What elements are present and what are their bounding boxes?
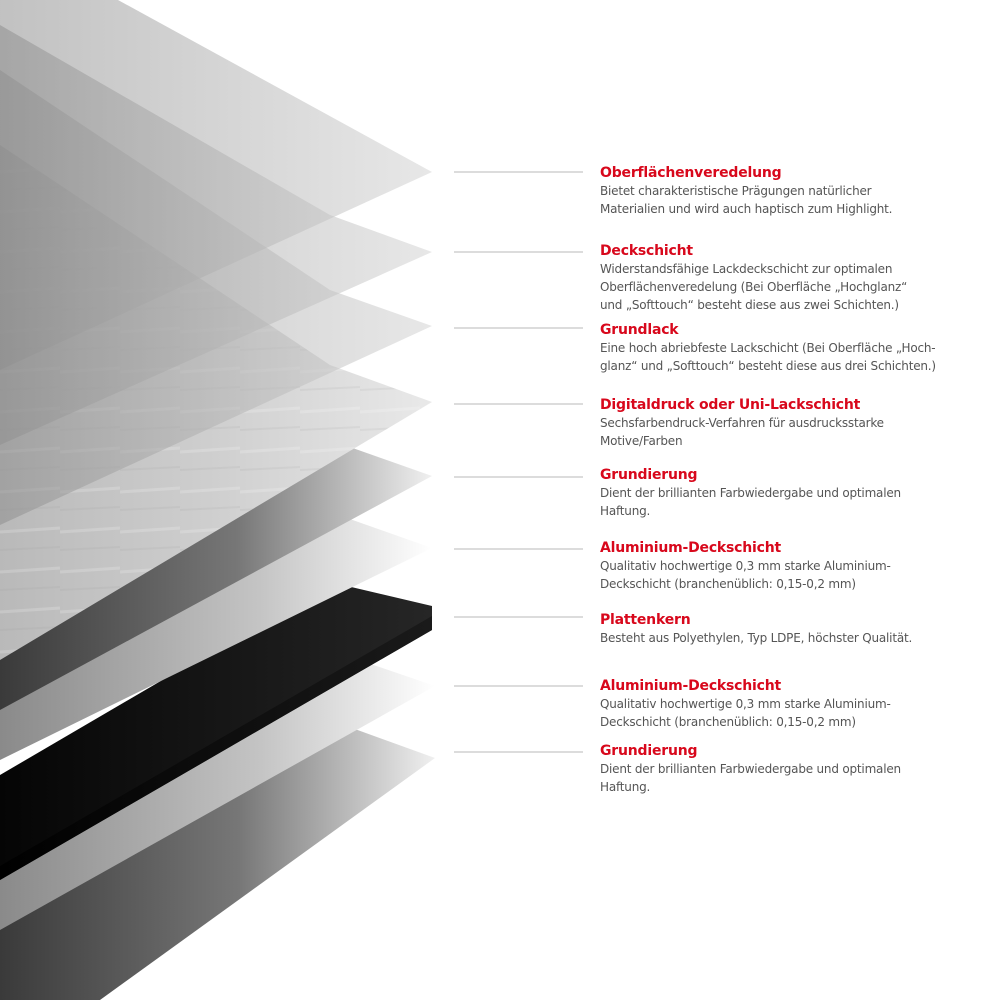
callout-deckschicht — [600, 242, 990, 314]
callout-title: Deckschicht — [600, 243, 693, 259]
callout-oberflaechenveredelung — [600, 164, 990, 218]
callout-description: Widerstandsfähige Lackdeckschicht zur optimalen Oberflächenveredelung (Bei Oberfläche „Hochglanz“ und „Softtouch“ besteht diese aus zwei Schichten.) — [600, 262, 908, 312]
callout-aluminium-top — [600, 539, 990, 593]
callout-digitaldruck — [600, 396, 990, 450]
callout-grundierung-top — [600, 466, 990, 520]
callout-title: Oberflächenveredelung — [600, 165, 782, 181]
callout-description: Dient der brillianten Farbwiedergabe und optimalen Haftung. — [600, 762, 901, 794]
callout-title: Aluminium-Deckschicht — [600, 540, 781, 556]
callout-grundierung-bottom — [600, 742, 990, 796]
callout-title: Aluminium-Deckschicht — [600, 678, 781, 694]
callout-title: Grundierung — [600, 467, 698, 483]
callout-title: Plattenkern — [600, 612, 691, 628]
callout-title: Digitaldruck oder Uni-Lackschicht — [600, 397, 861, 413]
callout-description: Qualitativ hochwertige 0,3 mm starke Aluminium- Deckschicht (branchenüblich: 0,15-0,2 mm) — [600, 559, 891, 591]
callout-description: Besteht aus Polyethylen, Typ LDPE, höchster Qualität. — [600, 631, 913, 645]
callout-grundlack — [600, 321, 990, 375]
callout-description: Eine hoch abriebfeste Lackschicht (Bei Oberfläche „Hoch- glanz“ und „Softtouch“ besteht diese aus drei Schichten.) — [600, 341, 936, 373]
callout-description: Bietet charakteristische Prägungen natürlicher Materialien und wird auch haptisch zum Highlight. — [600, 184, 893, 216]
callout-plattenkern — [600, 611, 990, 647]
callout-title: Grundlack — [600, 322, 679, 338]
callout-aluminium-bottom — [600, 677, 990, 731]
callout-description: Dient der brillianten Farbwiedergabe und optimalen Haftung. — [600, 486, 901, 518]
callout-description: Qualitativ hochwertige 0,3 mm starke Aluminium- Deckschicht (branchenüblich: 0,15-0,2 mm) — [600, 697, 891, 729]
callout-description: Sechsfarbendruck-Verfahren für ausdrucksstarke Motive/Farben — [600, 416, 884, 448]
callout-title: Grundierung — [600, 743, 698, 759]
